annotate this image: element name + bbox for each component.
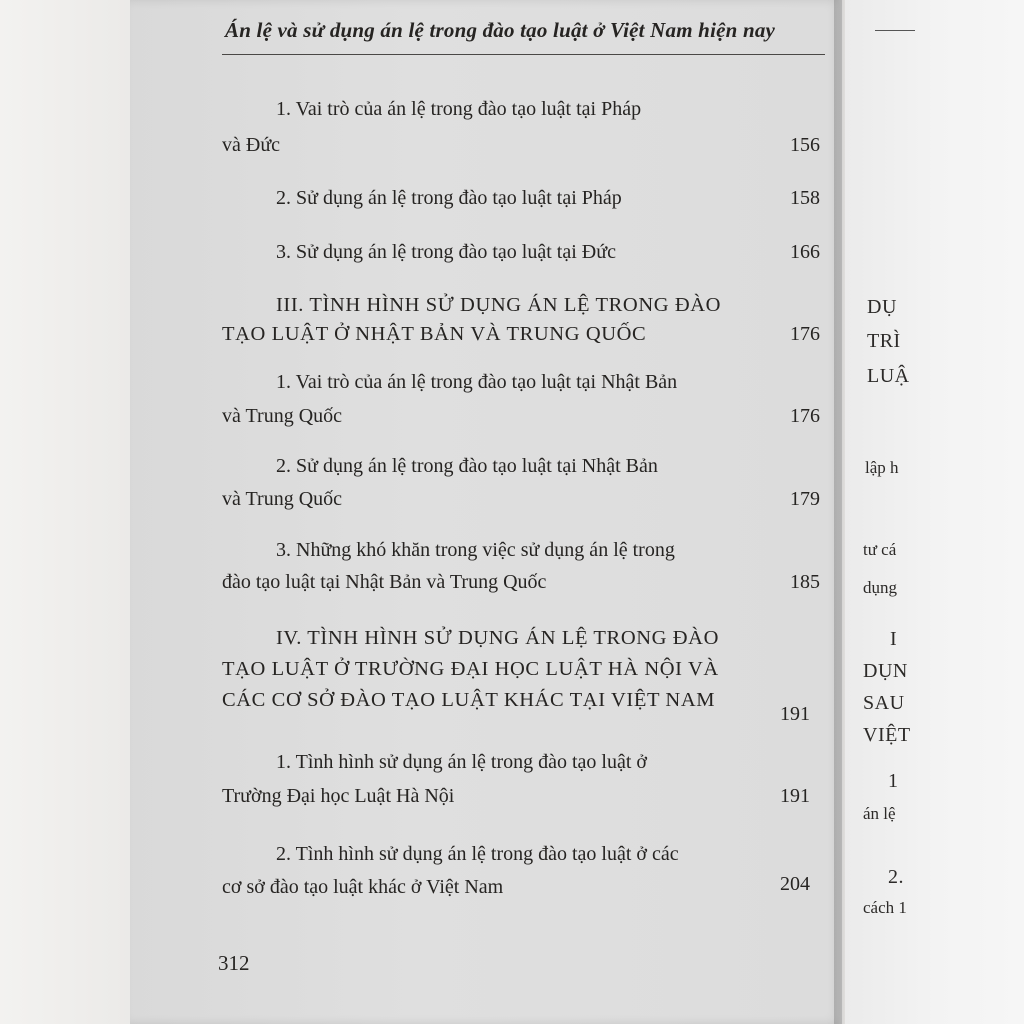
facing-page [845,0,1024,1024]
background-left [0,0,130,1024]
toc-page-number: 176 [790,323,820,345]
facing-page-fragment: I [890,628,898,650]
facing-page-fragment: án lệ [863,804,896,823]
toc-page-number: 158 [790,187,820,209]
facing-page-fragment: 2. [888,866,904,888]
toc-entry-line: 2. Sử dụng án lệ trong đào tạo luật tại Pháp [276,187,622,209]
toc-page-number: 191 [780,785,810,807]
toc-page-number: 204 [780,873,810,895]
toc-page-number: 179 [790,488,820,510]
facing-page-fragment: tư cá [863,540,897,559]
facing-page-fragment: SAU [863,692,905,714]
toc-page-number: 156 [790,134,820,156]
toc-section-line: III. TÌNH HÌNH SỬ DỤNG ÁN LỆ TRONG ĐÀO [276,294,722,316]
toc-entry-line: đào tạo luật tại Nhật Bản và Trung Quốc [222,571,547,593]
facing-page-fragment: dụng [863,578,897,597]
toc-entry-line: 1. Vai trò của án lệ trong đào tạo luật tại Pháp [276,98,642,120]
toc-entry-line: và Trung Quốc [222,405,343,427]
toc-entry-line: 2. Tình hình sử dụng án lệ trong đào tạo luật ở các [276,843,679,865]
toc-entry-line: 1. Tình hình sử dụng án lệ trong đào tạo luật ở [276,751,647,773]
header-rule [222,54,825,55]
toc-entry-line: Trường Đại học Luật Hà Nội [222,785,455,807]
toc-page-number: 191 [780,703,810,725]
toc-section-line: TẠO LUẬT Ở TRƯỜNG ĐẠI HỌC LUẬT HÀ NỘI VÀ [222,658,719,680]
facing-page-fragment: cách 1 [863,898,907,917]
toc-entry-line: 1. Vai trò của án lệ trong đào tạo luật tại Nhật Bản [276,371,678,393]
toc-page-number: 185 [790,571,820,593]
toc-entry-line: cơ sở đào tạo luật khác ở Việt Nam [222,876,504,898]
toc-page-number: 166 [790,241,820,263]
facing-page-fragment: TRÌ [867,330,901,352]
page-number: 312 [218,951,250,975]
toc-section-line: CÁC CƠ SỞ ĐÀO TẠO LUẬT KHÁC TẠI VIỆT NAM [222,689,716,711]
toc-entry-line: 2. Sử dụng án lệ trong đào tạo luật tại Nhật Bản [276,455,658,477]
facing-page-fragment: 1 [888,770,899,792]
running-header: Án lệ và sử dụng án lệ trong đào tạo luật ở Việt Nam hiện nay [225,18,776,42]
facing-page-fragment: DỤN [863,660,908,682]
facing-page-fragment: lập h [865,458,899,477]
toc-entry-line: và Đức [222,134,281,156]
facing-page-fragment: DỤ [867,296,897,318]
facing-page-rule [875,30,915,31]
toc-entry-line: và Trung Quốc [222,488,343,510]
facing-page-fragment: VIỆT [863,724,911,746]
toc-page-number: 176 [790,405,820,427]
toc-section-line: TẠO LUẬT Ở NHẬT BẢN VÀ TRUNG QUỐC [222,323,647,345]
toc-entry-line: 3. Những khó khăn trong việc sử dụng án lệ trong [276,539,675,561]
toc-section-line: IV. TÌNH HÌNH SỬ DỤNG ÁN LỆ TRONG ĐÀO [276,627,719,649]
toc-entry-line: 3. Sử dụng án lệ trong đào tạo luật tại Đức [276,241,616,263]
facing-page-fragment: LUẬ [867,365,910,387]
